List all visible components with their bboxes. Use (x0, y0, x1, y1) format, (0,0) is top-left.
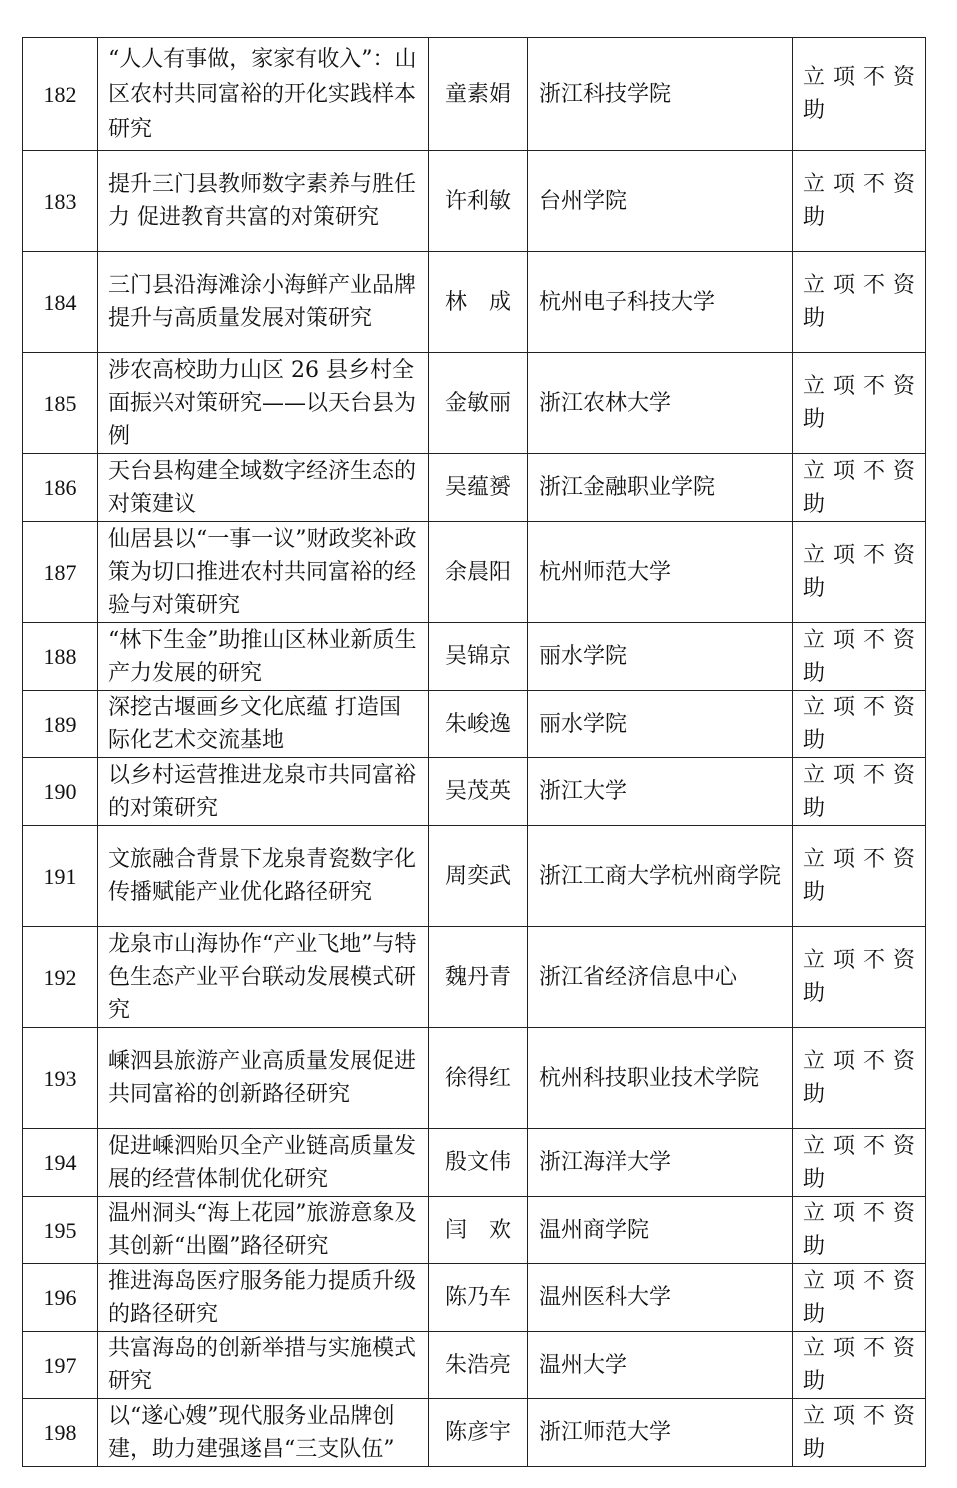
principal-investigator: 吴蕴赟 (429, 454, 528, 522)
funding-status (793, 623, 926, 691)
status-line-2: 助 (803, 1301, 826, 1327)
row-number: 194 (23, 1129, 98, 1197)
status-line-1: 立项不资 (803, 847, 915, 872)
institution: 丽水学院 (528, 623, 793, 691)
status-line-2: 助 (803, 1082, 826, 1107)
status-line-2: 助 (803, 1369, 826, 1394)
project-table (22, 37, 926, 1467)
table-row (23, 1028, 926, 1129)
funding-status (793, 758, 926, 826)
principal-investigator: 魏丹青 (429, 927, 528, 1028)
institution: 浙江科技学院 (528, 38, 793, 151)
status-line-1: 立项不资 (803, 172, 915, 197)
project-title: “人人有事做，家家有收入”：山区农村共同富裕的开化实践样本研究 (98, 38, 429, 151)
table-row (23, 1197, 926, 1264)
row-number: 198 (23, 1399, 98, 1467)
funding-status (793, 353, 926, 454)
status-line-2: 助 (803, 98, 826, 123)
status-line-2: 助 (803, 728, 826, 753)
principal-investigator: 陈乃车 (429, 1264, 528, 1332)
principal-investigator: 吴锦京 (429, 623, 528, 691)
table-row (23, 353, 926, 454)
table-row (23, 1264, 926, 1332)
institution: 丽水学院 (528, 691, 793, 758)
row-number: 188 (23, 623, 98, 691)
table-row (23, 38, 926, 151)
row-number: 185 (23, 353, 98, 454)
principal-investigator: 朱峻逸 (429, 691, 528, 758)
table-body (23, 38, 926, 1467)
project-title: 深挖古堰画乡文化底蕴 打造国际化艺术交流基地 (98, 691, 429, 758)
status-line-1: 立项不资 (803, 627, 915, 653)
project-title: 以“遂心嫂”现代服务业品牌创建，助力建强遂昌“三支队伍” (98, 1399, 429, 1467)
row-number: 182 (23, 38, 98, 151)
status-line-2: 助 (803, 981, 826, 1006)
project-title: 龙泉市山海协作“产业飞地”与特色生态产业平台联动发展模式研究 (98, 927, 429, 1028)
status-line-2: 助 (803, 306, 826, 331)
status-line-2: 助 (803, 491, 826, 517)
funding-status (793, 1197, 926, 1264)
project-title: 共富海岛的创新举措与实施模式研究 (98, 1332, 429, 1399)
row-number: 184 (23, 252, 98, 353)
institution: 浙江大学 (528, 758, 793, 826)
funding-status (793, 1399, 926, 1467)
row-number: 191 (23, 826, 98, 927)
status-line-2: 助 (803, 1436, 826, 1462)
funding-status (793, 1332, 926, 1399)
institution: 浙江金融职业学院 (528, 454, 793, 522)
table-row (23, 151, 926, 252)
project-title: 天台县构建全域数字经济生态的对策建议 (98, 454, 429, 522)
principal-investigator: 吴茂英 (429, 758, 528, 826)
status-line-1: 立项不资 (803, 1268, 915, 1294)
funding-status (793, 1264, 926, 1332)
institution: 浙江师范大学 (528, 1399, 793, 1467)
status-line-2: 助 (803, 660, 826, 686)
table-row (23, 623, 926, 691)
status-line-1: 立项不资 (803, 1403, 915, 1429)
funding-status (793, 252, 926, 353)
status-line-1: 立项不资 (803, 1049, 915, 1074)
status-line-1: 立项不资 (803, 1133, 915, 1159)
row-number: 197 (23, 1332, 98, 1399)
principal-investigator: 闫 欢 (429, 1197, 528, 1264)
status-line-2: 助 (803, 576, 826, 601)
table-row (23, 1332, 926, 1399)
project-title: 促进嵊泗贻贝全产业链高质量发展的经营体制优化研究 (98, 1129, 429, 1197)
project-title: 以乡村运营推进龙泉市共同富裕的对策研究 (98, 758, 429, 826)
status-line-2: 助 (803, 1166, 826, 1192)
institution: 温州大学 (528, 1332, 793, 1399)
principal-investigator: 余晨阳 (429, 522, 528, 623)
status-line-2: 助 (803, 407, 826, 432)
table-row (23, 758, 926, 826)
funding-status (793, 691, 926, 758)
principal-investigator: 徐得红 (429, 1028, 528, 1129)
table-row (23, 1399, 926, 1467)
table-row (23, 252, 926, 353)
principal-investigator: 许利敏 (429, 151, 528, 252)
funding-status (793, 1028, 926, 1129)
status-line-1: 立项不资 (803, 948, 915, 973)
status-line-1: 立项不资 (803, 374, 915, 399)
table-row (23, 522, 926, 623)
project-title: 嵊泗县旅游产业高质量发展促进共同富裕的创新路径研究 (98, 1028, 429, 1129)
funding-status (793, 927, 926, 1028)
project-title: 仙居县以“一事一议”财政奖补政策为切口推进农村共同富裕的经验与对策研究 (98, 522, 429, 623)
project-title: 提升三门县教师数字素养与胜任力 促进教育共富的对策研究 (98, 151, 429, 252)
funding-status (793, 826, 926, 927)
row-number: 183 (23, 151, 98, 252)
institution: 温州商学院 (528, 1197, 793, 1264)
row-number: 189 (23, 691, 98, 758)
status-line-1: 立项不资 (803, 543, 915, 568)
status-line-2: 助 (803, 795, 826, 821)
institution: 温州医科大学 (528, 1264, 793, 1332)
row-number: 193 (23, 1028, 98, 1129)
funding-status (793, 454, 926, 522)
row-number: 192 (23, 927, 98, 1028)
project-title: 涉农高校助力山区 26 县乡村全面振兴对策研究——以天台县为例 (98, 353, 429, 454)
status-line-1: 立项不资 (803, 1201, 915, 1226)
project-title: 文旅融合背景下龙泉青瓷数字化传播赋能产业优化路径研究 (98, 826, 429, 927)
institution: 杭州电子科技大学 (528, 252, 793, 353)
project-title: 推进海岛医疗服务能力提质升级的路径研究 (98, 1264, 429, 1332)
table-row (23, 927, 926, 1028)
status-line-1: 立项不资 (803, 762, 915, 788)
funding-status (793, 1129, 926, 1197)
status-line-2: 助 (803, 205, 826, 230)
project-title: 三门县沿海滩涂小海鲜产业品牌提升与高质量发展对策研究 (98, 252, 429, 353)
row-number: 187 (23, 522, 98, 623)
institution: 杭州师范大学 (528, 522, 793, 623)
table-row (23, 1129, 926, 1197)
row-number: 190 (23, 758, 98, 826)
funding-status (793, 38, 926, 151)
institution: 浙江工商大学杭州商学院 (528, 826, 793, 927)
institution: 浙江农林大学 (528, 353, 793, 454)
institution: 浙江海洋大学 (528, 1129, 793, 1197)
row-number: 186 (23, 454, 98, 522)
principal-investigator: 童素娟 (429, 38, 528, 151)
principal-investigator: 朱浩亮 (429, 1332, 528, 1399)
project-title: 温州洞头“海上花园”旅游意象及其创新“出圈”路径研究 (98, 1197, 429, 1264)
table-row (23, 454, 926, 522)
status-line-1: 立项不资 (803, 65, 915, 90)
table-row (23, 826, 926, 927)
status-line-2: 助 (803, 1234, 826, 1259)
principal-investigator: 殷文伟 (429, 1129, 528, 1197)
row-number: 196 (23, 1264, 98, 1332)
status-line-1: 立项不资 (803, 458, 915, 484)
status-line-1: 立项不资 (803, 273, 915, 298)
status-line-2: 助 (803, 880, 826, 905)
principal-investigator: 陈彦宇 (429, 1399, 528, 1467)
principal-investigator: 周奕武 (429, 826, 528, 927)
row-number: 195 (23, 1197, 98, 1264)
project-title: “林下生金”助推山区林业新质生产力发展的研究 (98, 623, 429, 691)
status-line-1: 立项不资 (803, 695, 915, 720)
funding-status (793, 522, 926, 623)
table-row (23, 691, 926, 758)
institution: 台州学院 (528, 151, 793, 252)
principal-investigator: 金敏丽 (429, 353, 528, 454)
institution: 杭州科技职业技术学院 (528, 1028, 793, 1129)
principal-investigator: 林 成 (429, 252, 528, 353)
funding-status (793, 151, 926, 252)
institution: 浙江省经济信息中心 (528, 927, 793, 1028)
status-line-1: 立项不资 (803, 1336, 915, 1361)
